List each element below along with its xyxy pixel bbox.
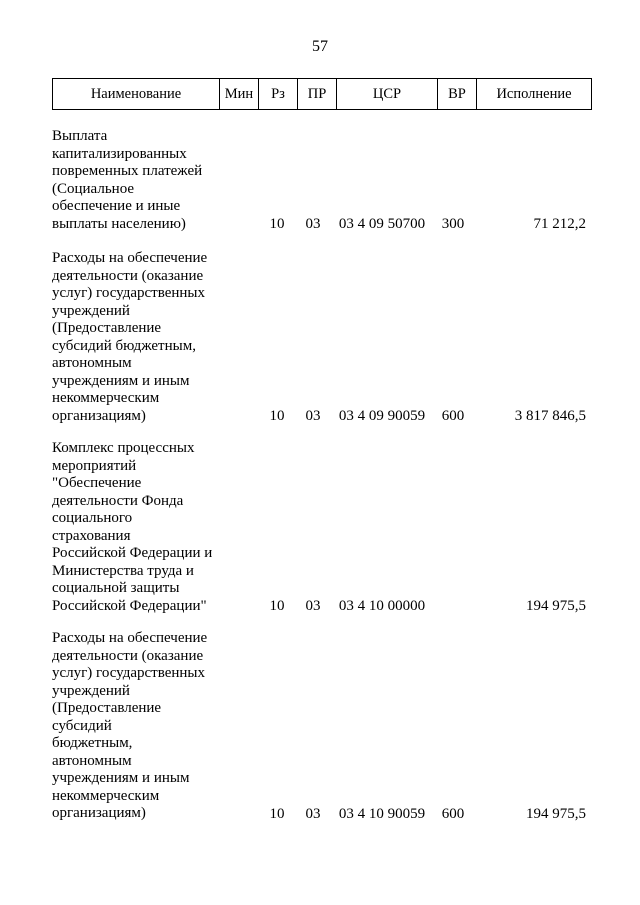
row-csr: 03 4 09 90059: [338, 408, 426, 424]
row-name: [52, 250, 232, 425]
row-name-line: Комплекс процессных: [52, 440, 195, 456]
row-name-line: организациям): [52, 805, 146, 821]
row-name-line: деятельности Фонда: [52, 492, 184, 509]
row-amount: 194 975,5: [526, 805, 586, 822]
row-name-line: субсидий бюджетным,: [52, 337, 196, 354]
header-vr: ВР: [438, 79, 477, 110]
row-vr: 600: [441, 805, 465, 822]
row-name-line: деятельности (оказание: [52, 647, 204, 664]
row-csr: 03 4 10 00000: [338, 598, 426, 614]
row-vr: 300: [441, 216, 465, 232]
row-name: [52, 630, 232, 823]
row-amount: 71 212,2: [533, 216, 586, 232]
row-name-line: субсидий: [52, 717, 112, 734]
row-name-line: услуг) государственных: [52, 285, 205, 301]
header-rz: Рз: [259, 79, 298, 110]
row-rz: 10: [269, 805, 285, 822]
row-name-line: учреждений: [52, 302, 130, 319]
row-name-line: некоммерческим: [52, 787, 160, 804]
row-name-line: страхования: [52, 527, 131, 544]
row-name-line: Российской Федерации и: [52, 545, 213, 561]
row-name-line: выплаты населению): [52, 215, 186, 232]
header-min: Мин: [220, 79, 259, 110]
row-name-line: автономным: [52, 752, 132, 769]
row-rz: 10: [269, 408, 285, 424]
row-name-line: повременных платежей: [52, 163, 203, 179]
header-amount: Исполнение: [477, 79, 592, 110]
row-name-line: обеспечение и иные: [52, 198, 181, 214]
row-name-line: (Предоставление: [52, 320, 162, 336]
row-name-line: Расходы на обеспечение: [52, 630, 208, 646]
row-name-line: (Предоставление: [52, 700, 162, 716]
header-name: Наименование: [53, 79, 220, 110]
header-csr: ЦСР: [337, 79, 438, 110]
row-name-line: (Социальное: [52, 180, 135, 197]
page-number: 57: [312, 38, 328, 55]
row-csr: 03 4 10 90059: [338, 805, 426, 822]
row-name-line: Российской Федерации": [52, 597, 207, 614]
row-amount: 3 817 846,5: [514, 408, 586, 424]
row-name: [52, 440, 232, 615]
row-name-line: организациям): [52, 407, 146, 424]
row-pr: 03: [305, 805, 321, 822]
row-name-line: услуг) государственных: [52, 665, 205, 681]
row-pr: 03: [305, 408, 321, 424]
row-pr: 03: [305, 216, 321, 232]
row-rz: 10: [269, 598, 285, 614]
row-name-line: учреждениям и иным: [52, 770, 190, 786]
row-vr: 600: [441, 408, 465, 424]
row-amount: 194 975,5: [526, 598, 586, 614]
row-name-line: мероприятий: [52, 457, 137, 474]
header-pr: ПР: [298, 79, 337, 110]
row-name-line: Министерства труда и: [52, 562, 194, 579]
row-pr: 03: [305, 598, 321, 614]
row-name-line: социального: [52, 510, 133, 526]
row-name-line: Расходы на обеспечение: [52, 250, 208, 266]
row-name-line: бюджетным,: [52, 735, 133, 751]
row-rz: 10: [269, 216, 285, 232]
row-name-line: автономным: [52, 355, 132, 371]
row-name-line: деятельности (оказание: [52, 267, 204, 284]
row-name-line: социальной защиты: [52, 580, 180, 596]
row-name-line: некоммерческим: [52, 390, 160, 406]
row-name-line: "Обеспечение: [52, 475, 142, 491]
table-header: [52, 78, 592, 110]
row-name-line: Выплата: [52, 128, 108, 144]
row-name-line: учреждениям и иным: [52, 372, 190, 389]
row-csr: 03 4 09 50700: [338, 216, 426, 232]
row-name-line: капитализированных: [52, 145, 187, 162]
row-name-line: учреждений: [52, 682, 130, 699]
